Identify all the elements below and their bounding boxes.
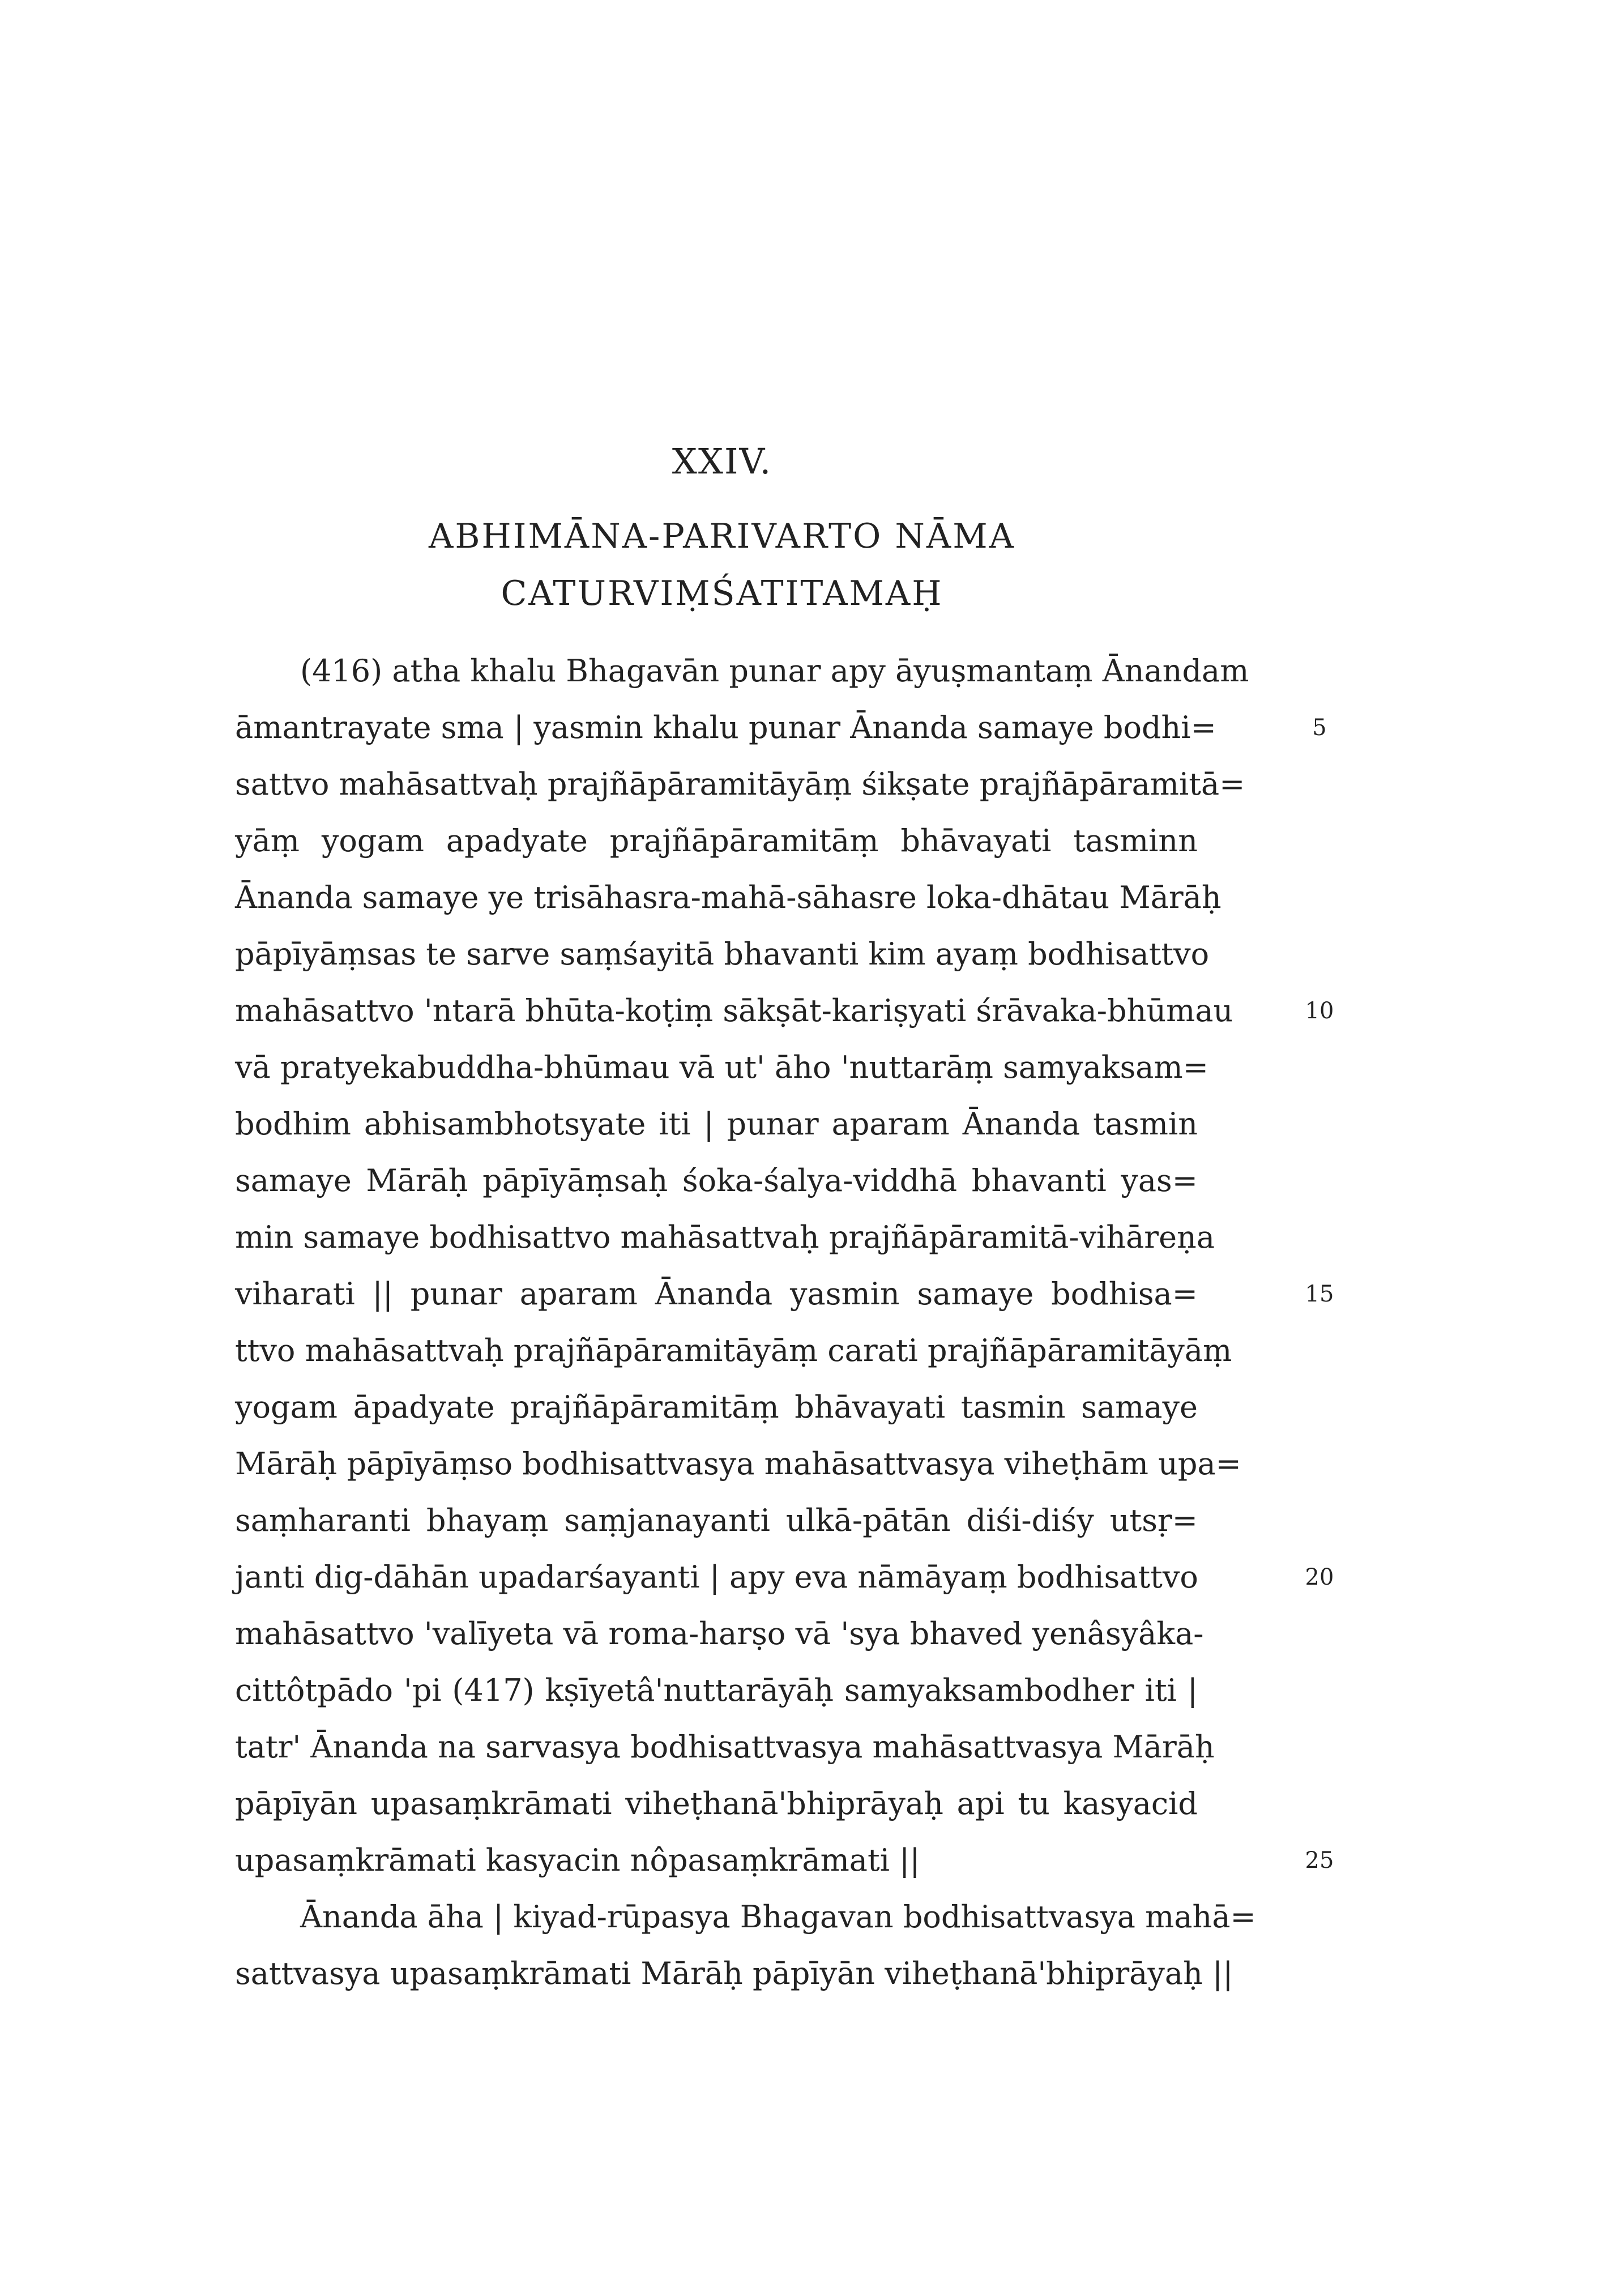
- line-number: 25: [1305, 1847, 1334, 1873]
- text-line: Ānanda āha | kiyad-rūpasya Bhagavan bodhisattvasya mahā=: [300, 1899, 1256, 1935]
- text-line: (416) atha khalu Bhagavān punar apy āyuṣmantaṃ Ānandam: [300, 653, 1249, 689]
- text-line: viharati || punar aparam Ānanda yasmin samaye bodhisa=: [235, 1276, 1198, 1312]
- chapter-number: XXIV.: [672, 441, 772, 482]
- line-number: 15: [1305, 1281, 1334, 1307]
- text-line: pāpīyān upasaṃkrāmati viheṭhanā'bhiprāyaḥ api tu kasyacid: [235, 1786, 1198, 1821]
- text-line: vā pratyekabuddha-bhūmau vā ut' āho 'nuttarāṃ samyaksam=: [235, 1049, 1208, 1085]
- text-line: mahāsattvo 'ntarā bhūta-koṭiṃ sākṣāt-kariṣyati śrāvaka-bhūmau: [235, 993, 1233, 1028]
- text-line: samaye Mārāḥ pāpīyāṃsaḥ śoka-śalya-viddhā bhavanti yas=: [235, 1163, 1198, 1198]
- line-number: 20: [1305, 1564, 1334, 1590]
- text-line: upasaṃkrāmati kasyacin nôpasaṃkrāmati ||: [235, 1842, 920, 1878]
- line-number: 5: [1312, 715, 1327, 741]
- text-line: ttvo mahāsattvaḥ prajñāpāramitāyāṃ carati prajñāpāramitāyāṃ: [235, 1333, 1232, 1368]
- text-line: yāṃ yogam apadyate prajñāpāramitāṃ bhāvayati tasminn: [235, 823, 1198, 859]
- text-line: pāpīyāṃsas te sarve saṃśayitā bhavanti kim ayaṃ bodhisattvo: [235, 936, 1210, 972]
- text-line: Mārāḥ pāpīyāṃso bodhisattvasya mahāsattvasya viheṭhām upa=: [235, 1446, 1241, 1482]
- chapter-title-line-2: CATURVIṂŚATITAMAḤ: [501, 574, 943, 613]
- text-line: sattvo mahāsattvaḥ prajñāpāramitāyāṃ śikṣate prajñāpāramitā=: [235, 766, 1245, 802]
- line-number: 10: [1305, 998, 1334, 1024]
- text-line: min samaye bodhisattvo mahāsattvaḥ prajñāpāramitā-vihāreṇa: [235, 1219, 1215, 1255]
- text-line: mahāsattvo 'valīyeta vā roma-harṣo vā 'sya bhaved yenâsyâka-: [235, 1616, 1204, 1651]
- text-line: Ānanda samaye ye trisāhasra-mahā-sāhasre loka-dhātau Mārāḥ: [235, 880, 1221, 915]
- text-line: yogam āpadyate prajñāpāramitāṃ bhāvayati tasmin samaye: [235, 1389, 1198, 1425]
- text-line: janti dig-dāhān upadarśayanti | apy eva nāmāyaṃ bodhisattvo: [235, 1559, 1198, 1595]
- text-line: āmantrayate sma | yasmin khalu punar Ānanda samaye bodhi=: [235, 710, 1216, 745]
- text-line: saṃharanti bhayaṃ saṃjanayanti ulkā-pātān diśi-diśy utsṛ=: [235, 1503, 1198, 1538]
- text-line: sattvasya upasaṃkrāmati Mārāḥ pāpīyān viheṭhanā'bhiprāyaḥ ||: [235, 1956, 1233, 1991]
- text-line: cittôtpādo 'pi (417) kṣīyetâ'nuttarāyāḥ samyaksambodher iti |: [235, 1672, 1198, 1708]
- text-line: bodhim abhisambhotsyate iti | punar aparam Ānanda tasmin: [235, 1106, 1198, 1142]
- chapter-title-line-1: ABHIMĀNA-PARIVARTO NĀMA: [429, 517, 1015, 556]
- body-text: [235, 0, 1256, 2296]
- text-line: tatr' Ānanda na sarvasya bodhisattvasya mahāsattvasya Mārāḥ: [235, 1729, 1215, 1765]
